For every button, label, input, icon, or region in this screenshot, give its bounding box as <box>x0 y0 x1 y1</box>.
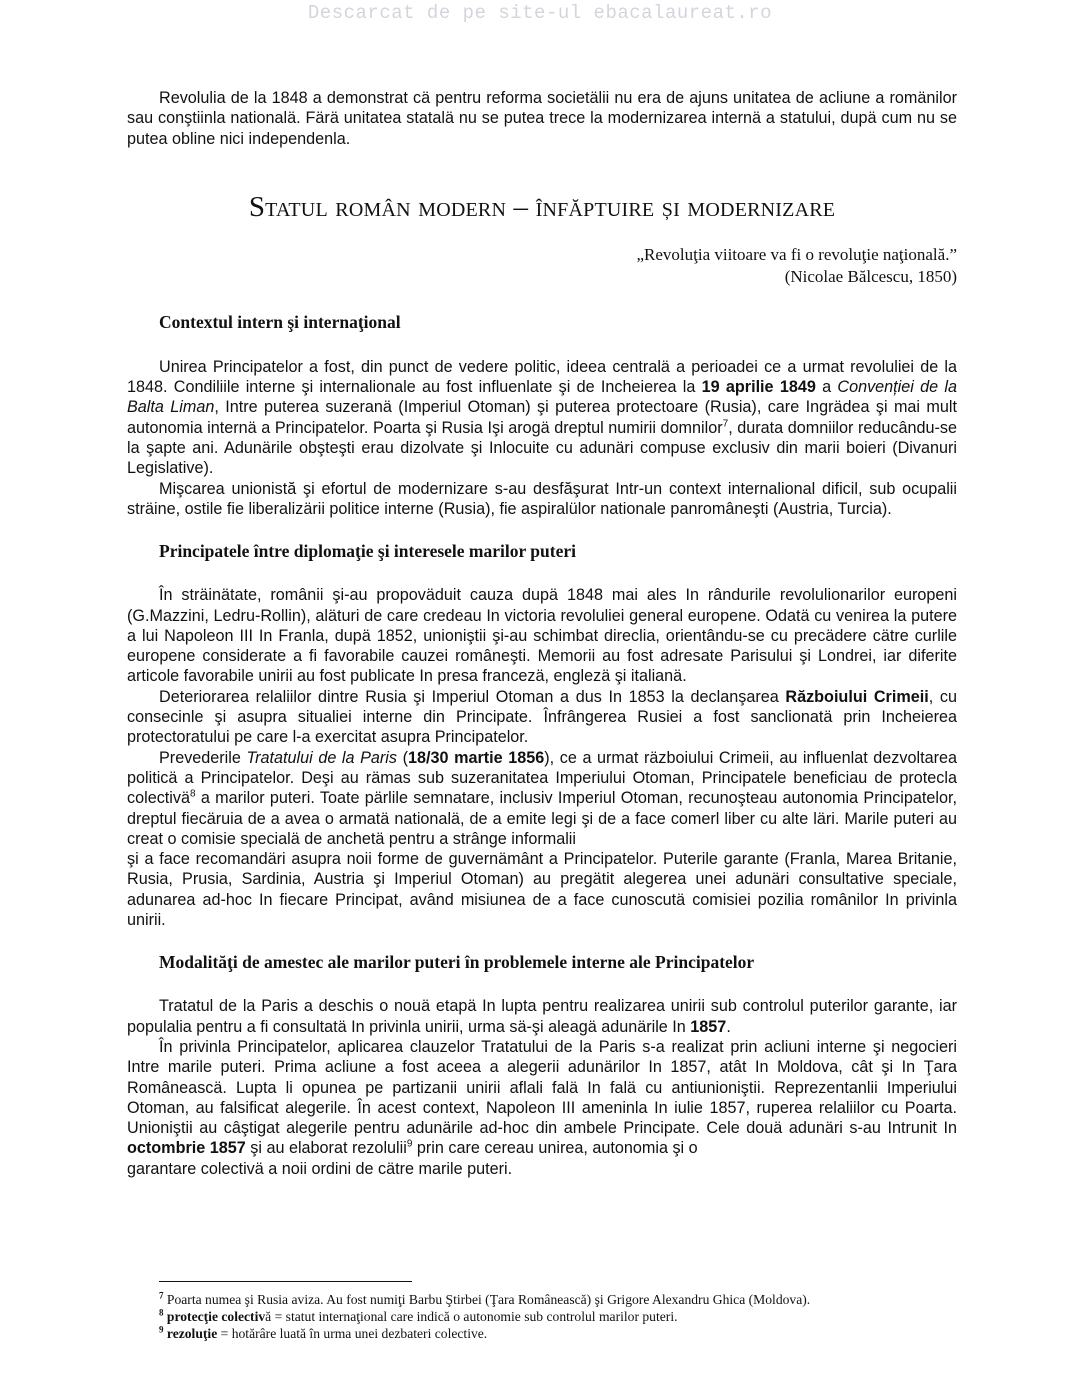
date-bold: 18/30 martie 1856 <box>407 748 545 767</box>
text: În privinla Principatelor, aplicarea clauzelor Tratatului de la Paris s-a realizat prin acliuni interne şi negocieri Intre marile puteri. Prima acliune a fost aceea a alegerii adunärilor In 1857, atât In Moldova, cât şi In Ţara Româneascä. Lupta li opunea pe partizanii unirii aflali falä In falä cu antiunioniştii. Reprezentanlii Imperiului Otoman, au falsificat alegerile. În acest context, Napoleon III ameninla In iulie 1857, ruperea relaliilor cu Poarta. Unioniştii au câştigat alegerile pentru adunärile ad-hoc din ambele Principate. Cele douä adunäri s-au Intrunit In <box>127 1037 957 1138</box>
page-title: Statul român modern – înfăptuire și modernizare <box>248 190 836 223</box>
watermark: Descarcat de pe site-ul ebacalaureat.ro <box>307 2 773 24</box>
footnote-text: Poarta numea şi Rusia aviza. Au fost numiţi Barbu Ştirbei (Ţara Românească) şi Grigore Alexandru Ghica (Moldova). <box>163 1292 811 1307</box>
text: a <box>815 378 838 397</box>
paragraph <box>127 996 957 1037</box>
epigraph <box>127 244 957 288</box>
text: ( <box>397 748 408 767</box>
paragraph <box>127 357 957 479</box>
year-bold: 1857 <box>690 1017 727 1036</box>
text: , durata domniilor reducându-se la şapte ani. Adunärile obşteşti erau dizolvate şi Inlocuite cu adunäri compuse exclusiv din marii boieri (Divanuri Legislative). <box>127 418 957 478</box>
paragraph: Mişcarea unionistă şi efortul de modernizare s-au desfăşurat Intr-un context internalional dificil, sub ocupalii sträine, ostile fie liberalizärii politice interne (Rusia), fie aspiralülor nationale panromâneşti (Austria, Turcia). <box>127 479 957 518</box>
epigraph-text: „Revoluţia viitoare va fi o revoluţie naţională.” <box>636 244 957 264</box>
paragraph <box>127 748 957 849</box>
footnote-8 <box>159 1308 959 1325</box>
paragraph <box>127 1037 957 1159</box>
footnote-divider <box>159 1281 412 1282</box>
paragraph <box>127 687 957 748</box>
footnote-text: ă = statut internaţional care indică o autonomie sub controlul marilor puteri. <box>265 1309 678 1324</box>
text: Unirea Principatelor a fost, din punct de vedere politic, ideea centralä a perioadei ce a urmat revoluliei de la 1848. Condiliile interne şi internalionale au fost influenlate şi de Incheierea la <box>127 357 957 397</box>
text: Deteriorarea relaliilor dintre Rusia şi Imperiul Otoman a dus In 1853 la declanşarea <box>159 687 786 706</box>
treaty-italic: Tratatului de la Paris <box>246 748 397 767</box>
section-heading-interference: Modalităţi de amestec ale marilor puteri în problemele interne ale Principatelor <box>159 952 755 973</box>
epigraph-author: (Nicolae Bălcescu, 1850) <box>784 266 957 286</box>
treaty-italic: Convenției de la Balta Liman <box>127 378 957 417</box>
document-page <box>127 88 957 1179</box>
date-bold: 19 aprilie 1849 <box>701 378 816 397</box>
section-heading-diplomacy: Principatele între diplomaţie şi interesele marilor puteri <box>159 541 577 562</box>
section-heading-context: Contextul intern şi internaţional <box>159 311 401 332</box>
text: , cu consecinle şi asupra situaliei interne din Principate. Înfrângerea Rusiei a fost sanclionatä prin Incheierea protectoratului pe care l-a exercitat asupra Principatelor. <box>127 687 957 747</box>
text: prin care cereau unirea, autonomia şi o <box>412 1139 698 1158</box>
footnote-ref-8[interactable]: 8 <box>189 788 196 800</box>
footnote-number: 9 <box>159 1324 164 1335</box>
paragraph: şi a face recomandäri asupra noii forme de guvernämânt a Principatelor. Puterile garante (Franla, Marea Britanie, Rusia, Prusia, Sardinia, Austria şi Imperiul Otoman) au pregätit alegerea unei adunäri consultative speciale, adunarea ad-hoc In fiecare Principat, având misiunea de a face cunoscutä comisiei pozilia românilor In privinla unirii. <box>127 850 957 930</box>
footnote-number: 8 <box>159 1307 164 1318</box>
footnote-7 <box>159 1291 959 1308</box>
footnotes <box>159 1291 959 1342</box>
text: Prevederile <box>159 748 247 767</box>
text: şi au elaborat rezolulii <box>245 1139 407 1158</box>
text: a marilor puteri. Toate pärlile semnatare, inclusiv Imperiul Otoman, recunoşteau autonomia Principatelor, dreptul fiecäruia de a avea o armatä nationalä, de a emite legi şi de a face comerl liber cu alte läri. Marile puteri au creat o comisie specialä de anchetä pentru a strânge informalii <box>127 789 957 848</box>
text: . <box>726 1017 731 1036</box>
paragraph: În sträinätate, românii şi-au propoväduit cauza dupä 1848 mai ales In rândurile revolulionarilor europeni (G.Mazzini, Ledru-Rollin), aläturi de care credeau In victoria revoluliei general europene. Odatä cu venirea la putere a lui Napoleon III In Franla, dupä 1852, unioniştii şi-au schimbat direclia, orientându-se cu precädere cätre curlile europene considerate a fi favorabile cauzei româneşti. Memorii au fost adresate Parisului şi Londrei, iar diferite articole favorabile unirii au fost publicate In presa francezä, englezä şi italianä. <box>127 586 957 686</box>
footnote-text: = hotărâre luată în urma unei dezbateri colective. <box>217 1326 488 1341</box>
text: , Intre puterea suzeranä (Imperiul Otoman) şi puterea protectoare (Rusia), care Ingrädea şi mai mult autonomia internä a Principatelor. Poarta şi Rusia Işi arogä dreptul numirii domnilor <box>127 398 957 437</box>
text: ), ce a urmat räzboiului Crimeii, au influenlat dezvoltarea politicä a Principatelor. Deşi au rämas sub suzeranitatea Imperiului Otoman, Principatele beneficiau de protecla colectivä <box>127 748 957 808</box>
footnote-number: 7 <box>159 1290 164 1301</box>
footnote-ref-9[interactable]: 9 <box>406 1139 413 1150</box>
war-bold: Războiului Crimeii <box>785 687 929 706</box>
footnote-term: protecţie colectiv <box>166 1309 266 1324</box>
footnote-ref-7[interactable]: 7 <box>722 418 729 430</box>
text: Tratatul de la Paris a deschis o nouä etapä In lupta pentru realizarea unirii sub controlul puterilor garante, iar populalia pentru a fi consultatä In privinla unirii, urma sä-şi aleagä adunärile In <box>127 997 957 1036</box>
footnote-term: rezoluţie <box>166 1326 218 1341</box>
footnote-9 <box>159 1325 959 1342</box>
date-bold: octombrie 1857 <box>127 1139 246 1158</box>
intro-paragraph: Revolulia de la 1848 a demonstrat cä pentru reforma societälii nu era de ajuns unitatea de acliune a romänilor sau conştiinla nationalä. Färä unitatea statalä nu se putea trece la modernizarea internä a statului, dupä cum nu se putea obline nici independenla. <box>127 89 957 148</box>
paragraph: garantare colectivä a noii ordini de cätre marile puteri. <box>127 1159 513 1178</box>
